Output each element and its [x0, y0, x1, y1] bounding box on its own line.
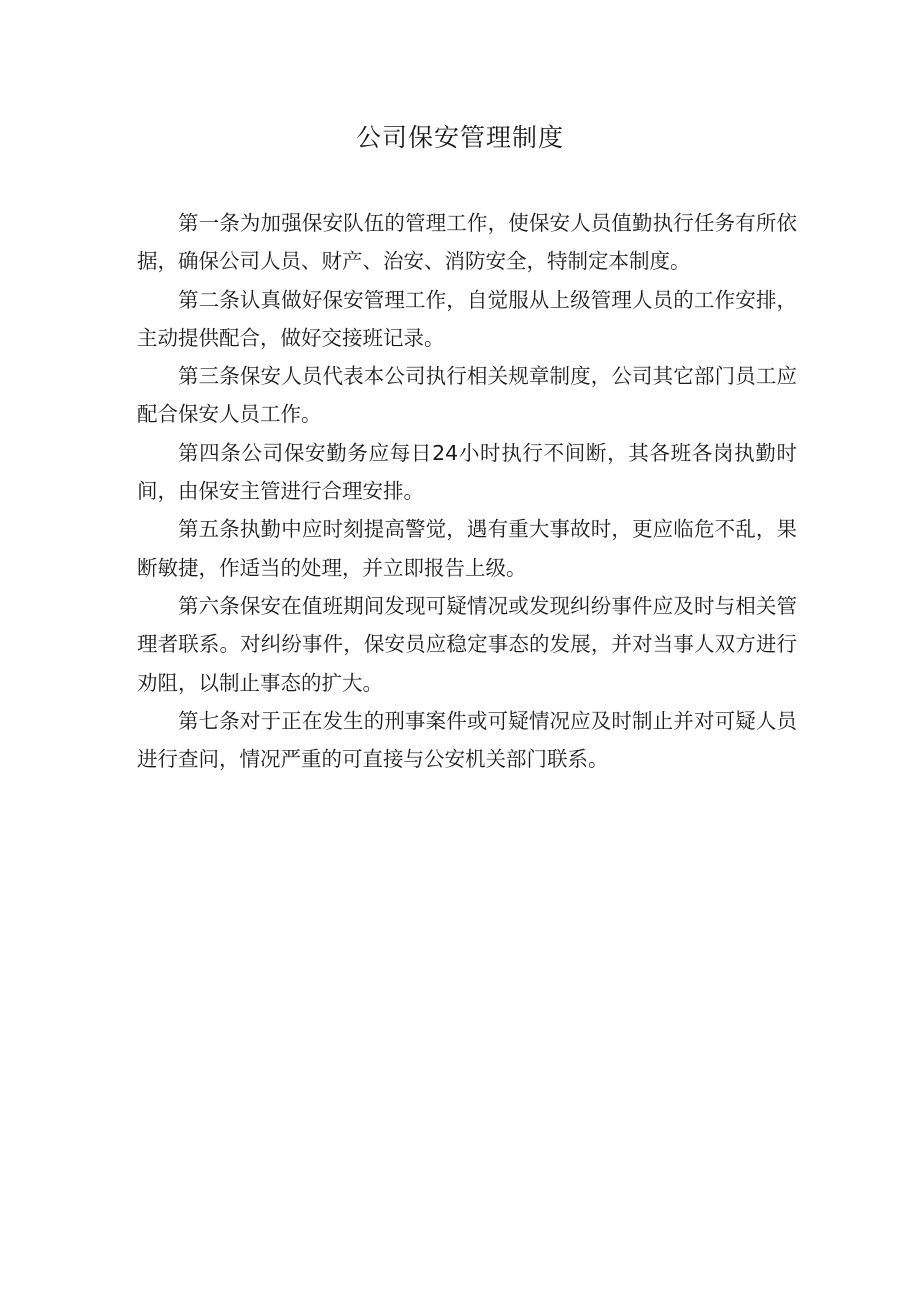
article-4-paragraph: 第四条公司保安勤务应每日24小时执行不间断，其各班各岗执勤时间，由保安主管进行合理安排。	[137, 440, 797, 504]
article-5-paragraph: 第五条执勤中应时刻提高警觉，遇有重大事故时，更应临危不乱，果断敏捷，作适当的处理，并立即报告上级。	[137, 517, 797, 580]
article-3-paragraph: 第三条保安人员代表本公司执行相关规章制度，公司其它部门员工应配合保安人员工作。	[137, 364, 797, 427]
document-body	[137, 204, 797, 778]
document-title: 公司保安管理制度	[355, 123, 564, 152]
article-6-paragraph: 第六条保安在值班期间发现可疑情况或发现纠纷事件应及时与相关管理者联系。对纠纷事件，保安员应稳定事态的发展，并对当事人双方进行劝阻，以制止事态的扩大。	[137, 593, 797, 695]
article-2-paragraph: 第二条认真做好保安管理工作，自觉服从上级管理人员的工作安排，主动提供配合，做好交接班记录。	[137, 287, 797, 350]
article-7-paragraph: 第七条对于正在发生的刑事案件或可疑情况应及时制止并对可疑人员进行查问，情况严重的可直接与公安机关部门联系。	[137, 708, 797, 772]
article-1-paragraph: 第一条为加强保安队伍的管理工作，使保安人员值勤执行任务有所依据，确保公司人员、财产、治安、消防安全，特制定本制度。	[137, 211, 797, 274]
